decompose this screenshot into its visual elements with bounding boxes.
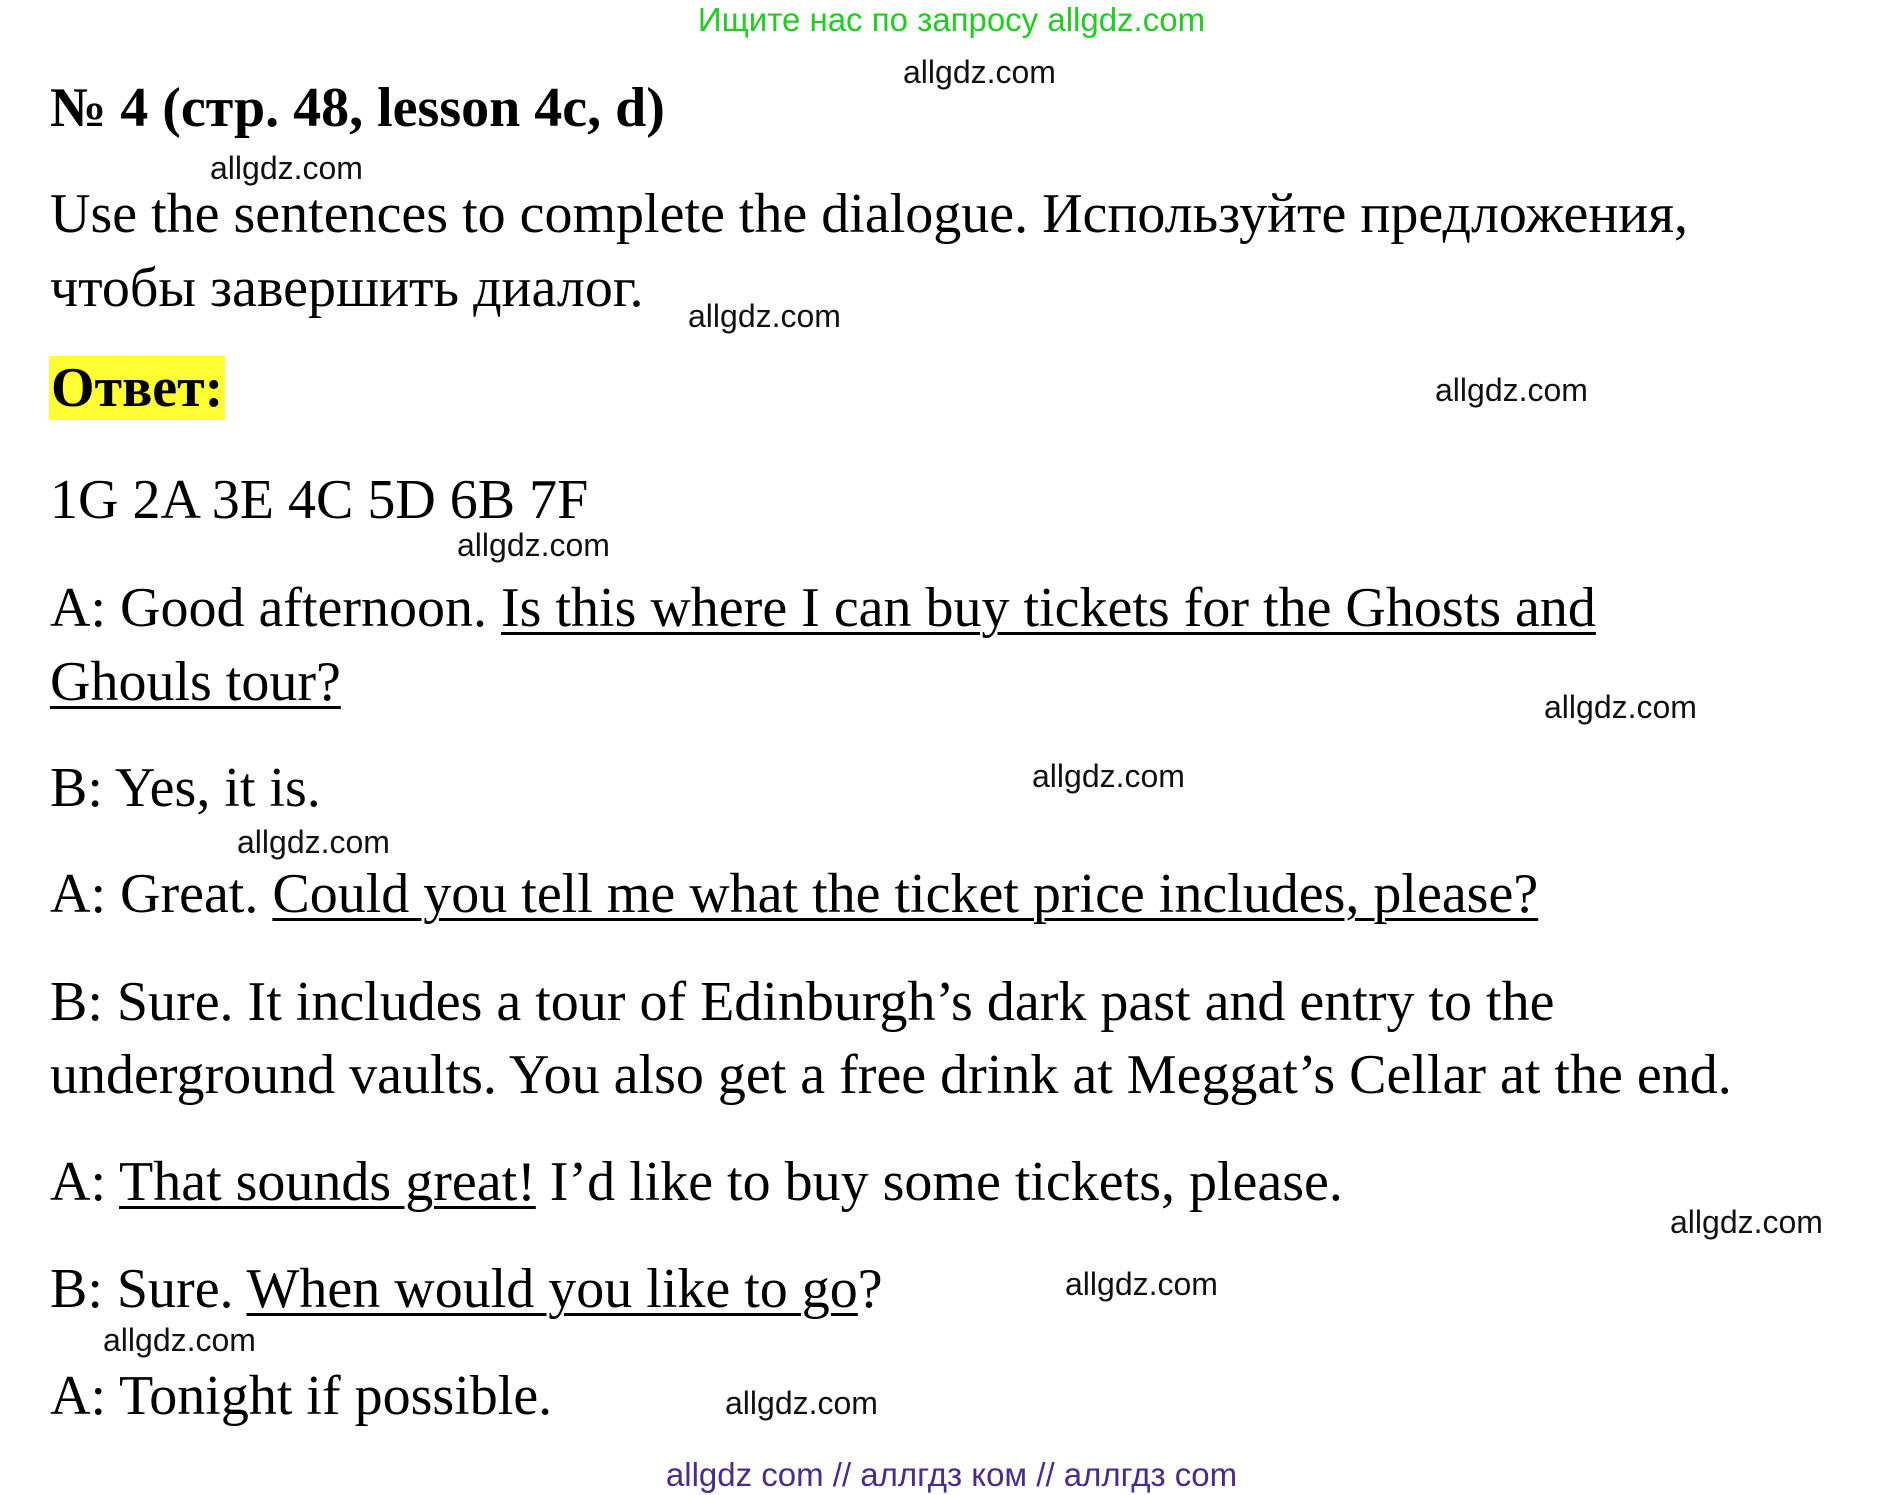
watermark: allgdz.com [903, 54, 1056, 90]
instruction-line-1: Use the sentences to complete the dialogue. Используйте предложения, [50, 183, 1688, 245]
exercise-title: № 4 (стр. 48, lesson 4c, d) [50, 77, 665, 139]
dialogue-line-3: B: Yes, it is. [50, 757, 321, 819]
answer-key: 1G 2A 3E 4C 5D 6B 7F [50, 469, 589, 531]
dialogue-line-1 [50, 576, 1596, 640]
watermark: allgdz.com [237, 824, 390, 860]
watermark: allgdz.com [210, 150, 363, 186]
dialogue-line-7 [50, 1150, 1343, 1214]
watermark: allgdz.com [1065, 1266, 1218, 1302]
watermark: allgdz.com [103, 1322, 256, 1358]
dialogue-line-1-underlined: Is this where I can buy tickets for the Ghosts and [501, 577, 1596, 639]
dialogue-line-6: underground vaults. You also get a free drink at Meggat’s Cellar at the end. [50, 1044, 1732, 1106]
watermark: allgdz.com [457, 527, 610, 563]
dialogue-line-7-underlined: That sounds great! [119, 1151, 536, 1213]
dialogue-line-9: A: Tonight if possible. [50, 1365, 553, 1427]
watermark: allgdz.com [1032, 758, 1185, 794]
watermark: allgdz.com [688, 298, 841, 334]
watermark: allgdz.com [725, 1385, 878, 1421]
dialogue-line-7-prefix: A: [50, 1151, 119, 1213]
dialogue-line-4 [50, 862, 1538, 926]
dialogue-line-8-underlined: When would you like to go [246, 1258, 858, 1320]
answer-label: Ответ: [51, 357, 224, 419]
dialogue-line-8-suffix: ? [857, 1258, 883, 1320]
dialogue-line-5: B: Sure. It includes a tour of Edinburgh’s dark past and entry to the [50, 971, 1555, 1033]
dialogue-line-8 [50, 1257, 883, 1321]
instruction-line-2: чтобы завершить диалог. [50, 257, 644, 319]
watermark: allgdz.com [1670, 1204, 1823, 1240]
dialogue-line-4-underlined: Could you tell me what the ticket price includes, please? [272, 863, 1539, 925]
top-banner [0, 0, 1903, 40]
footer [0, 1455, 1903, 1495]
dialogue-line-8-prefix: B: Sure. [50, 1258, 247, 1320]
watermark: allgdz.com [1544, 689, 1697, 725]
dialogue-line-1-prefix: A: Good afternoon. [50, 577, 502, 639]
watermark: allgdz.com [1435, 372, 1588, 408]
dialogue-line-2 [50, 650, 341, 714]
top-banner-text: Ищите нас по запросу allgdz.com [697, 1, 1206, 38]
dialogue-line-4-prefix: A: Great. [50, 863, 273, 925]
dialogue-line-7-suffix: I’d like to buy some tickets, please. [535, 1151, 1343, 1213]
dialogue-line-2-underlined: Ghouls tour? [50, 651, 341, 713]
footer-text: allgdz com // аллгдз ком // аллгдз com [665, 1456, 1238, 1493]
